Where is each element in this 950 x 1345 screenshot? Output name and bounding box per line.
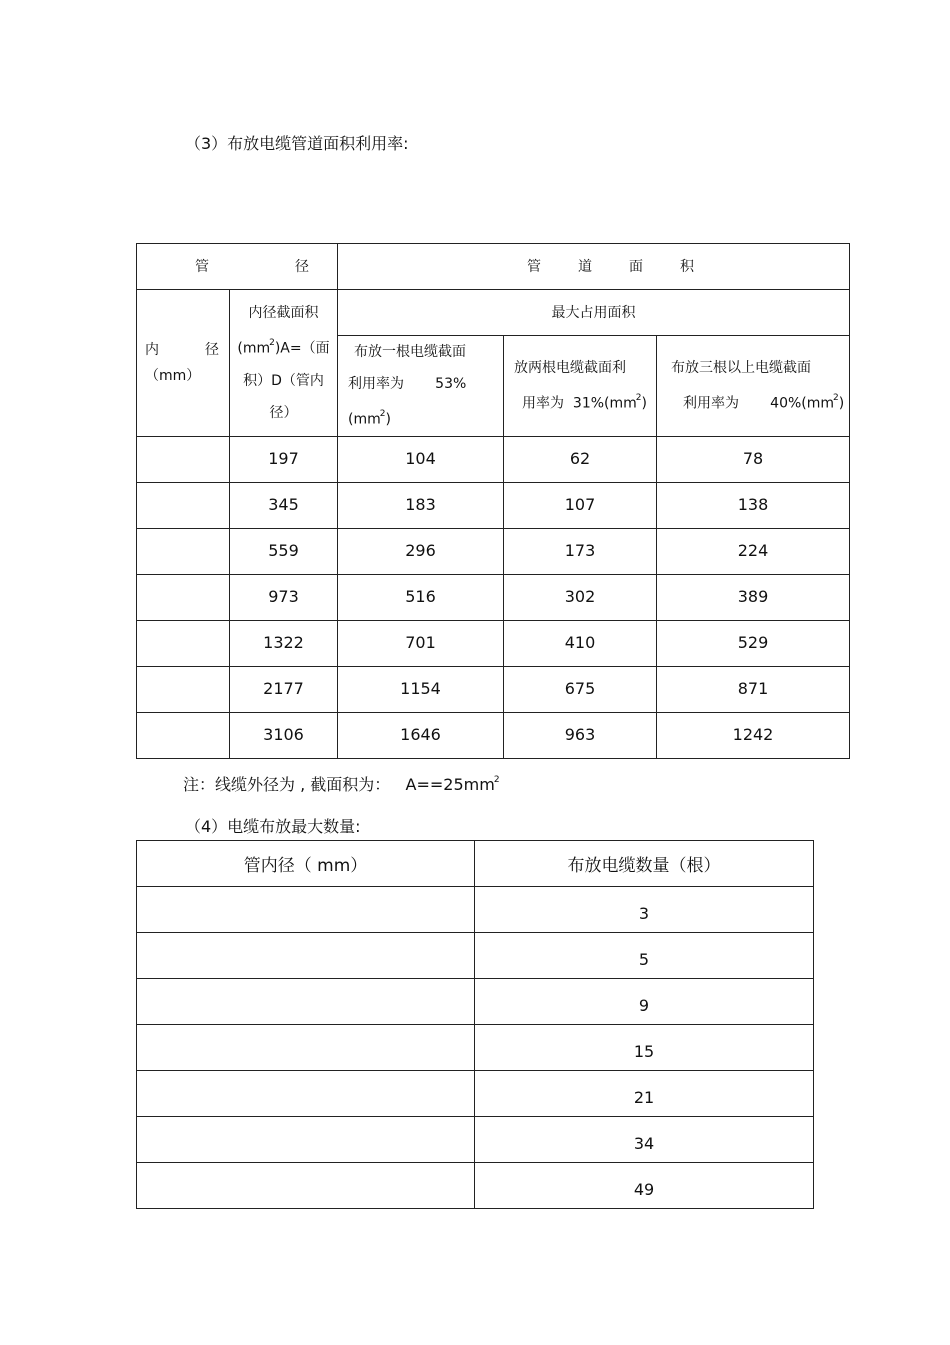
table-row <box>137 933 814 979</box>
header-one-cable: 布放一根电缆截面 利用率为 $53\%(mm^2)$ <box>338 336 504 437</box>
one-cable-cell: 516 <box>338 574 504 620</box>
two-cables-cell: 410 <box>504 620 657 666</box>
pipe-area-utilization-table <box>136 243 850 759</box>
cable-count-cell: 49 <box>475 1163 814 1209</box>
three-cables-cell: 138 <box>657 482 850 528</box>
pipe-diameter-cell <box>137 887 475 933</box>
table-note: 注：线缆外径为 , 截面积为： $A==25mm^2$ <box>183 774 500 794</box>
cross-section-cell: 3106 <box>230 712 338 758</box>
inner-diameter-cell <box>137 666 230 712</box>
header-cable-count: 布放电缆数量（根） <box>475 841 814 887</box>
table-row <box>137 528 850 574</box>
inner-diameter-cell <box>137 482 230 528</box>
cross-section-cell: 345 <box>230 482 338 528</box>
inner-diameter-cell <box>137 712 230 758</box>
table-row <box>137 482 850 528</box>
cable-count-cell: 5 <box>475 933 814 979</box>
one-cable-cell: 296 <box>338 528 504 574</box>
cable-count-cell: 34 <box>475 1117 814 1163</box>
one-cable-cell: 1646 <box>338 712 504 758</box>
inner-diameter-cell <box>137 620 230 666</box>
table-row <box>137 979 814 1025</box>
header-pipe-diameter: 管 径 <box>137 244 338 290</box>
two-cables-cell: 62 <box>504 436 657 482</box>
table-row <box>137 887 814 933</box>
header-max-area: 最大占用面积 <box>338 290 850 336</box>
pipe-diameter-cell <box>137 933 475 979</box>
pipe-diameter-cell <box>137 1163 475 1209</box>
table-row <box>137 1071 814 1117</box>
inner-diameter-cell <box>137 436 230 482</box>
table-row <box>137 712 850 758</box>
header-pipe-inner-diameter: 管内径（ mm） <box>137 841 475 887</box>
two-cables-cell: 675 <box>504 666 657 712</box>
header-pipe-area: 管 道 面 积 <box>338 244 850 290</box>
pipe-diameter-cell <box>137 1071 475 1117</box>
table-row <box>137 574 850 620</box>
cross-section-cell: 1322 <box>230 620 338 666</box>
pipe-diameter-cell <box>137 1117 475 1163</box>
table-row <box>137 666 850 712</box>
table-row <box>137 1117 814 1163</box>
cable-count-cell: 3 <box>475 887 814 933</box>
table-row <box>137 620 850 666</box>
table-row <box>137 1025 814 1071</box>
two-cables-cell: 107 <box>504 482 657 528</box>
pipe-diameter-cell <box>137 979 475 1025</box>
cross-section-cell: 973 <box>230 574 338 620</box>
inner-diameter-cell <box>137 528 230 574</box>
cross-section-cell: 559 <box>230 528 338 574</box>
header-cross-section-area: 内径截面积 $(mm^2)A=$（面 积）D（管内 径） <box>230 290 338 437</box>
max-cable-count-table <box>136 840 814 1209</box>
three-cables-cell: 78 <box>657 436 850 482</box>
three-cables-cell: 224 <box>657 528 850 574</box>
three-cables-cell: 529 <box>657 620 850 666</box>
cross-section-cell: 197 <box>230 436 338 482</box>
table-row <box>137 436 850 482</box>
cross-section-cell: 2177 <box>230 666 338 712</box>
section4-heading: （4）电缆布放最大数量: <box>185 817 361 836</box>
three-cables-cell: 1242 <box>657 712 850 758</box>
table-row <box>137 1163 814 1209</box>
one-cable-cell: 183 <box>338 482 504 528</box>
pipe-diameter-cell <box>137 1025 475 1071</box>
one-cable-cell: 701 <box>338 620 504 666</box>
cable-count-cell: 21 <box>475 1071 814 1117</box>
three-cables-cell: 871 <box>657 666 850 712</box>
inner-diameter-cell <box>137 574 230 620</box>
one-cable-cell: 104 <box>338 436 504 482</box>
three-cables-cell: 389 <box>657 574 850 620</box>
one-cable-cell: 1154 <box>338 666 504 712</box>
header-two-cables: 放两根电缆截面利 用率为 $31\%(mm^2)$ <box>504 336 657 437</box>
cable-count-cell: 15 <box>475 1025 814 1071</box>
two-cables-cell: 302 <box>504 574 657 620</box>
two-cables-cell: 963 <box>504 712 657 758</box>
header-three-cables: 布放三根以上电缆截面 利用率为 $40\%(mm^2)$ <box>657 336 850 437</box>
header-inner-diameter: 内 径 （mm） <box>137 290 230 437</box>
section3-heading: （3）布放电缆管道面积利用率: <box>185 134 409 153</box>
cable-count-cell: 9 <box>475 979 814 1025</box>
two-cables-cell: 173 <box>504 528 657 574</box>
